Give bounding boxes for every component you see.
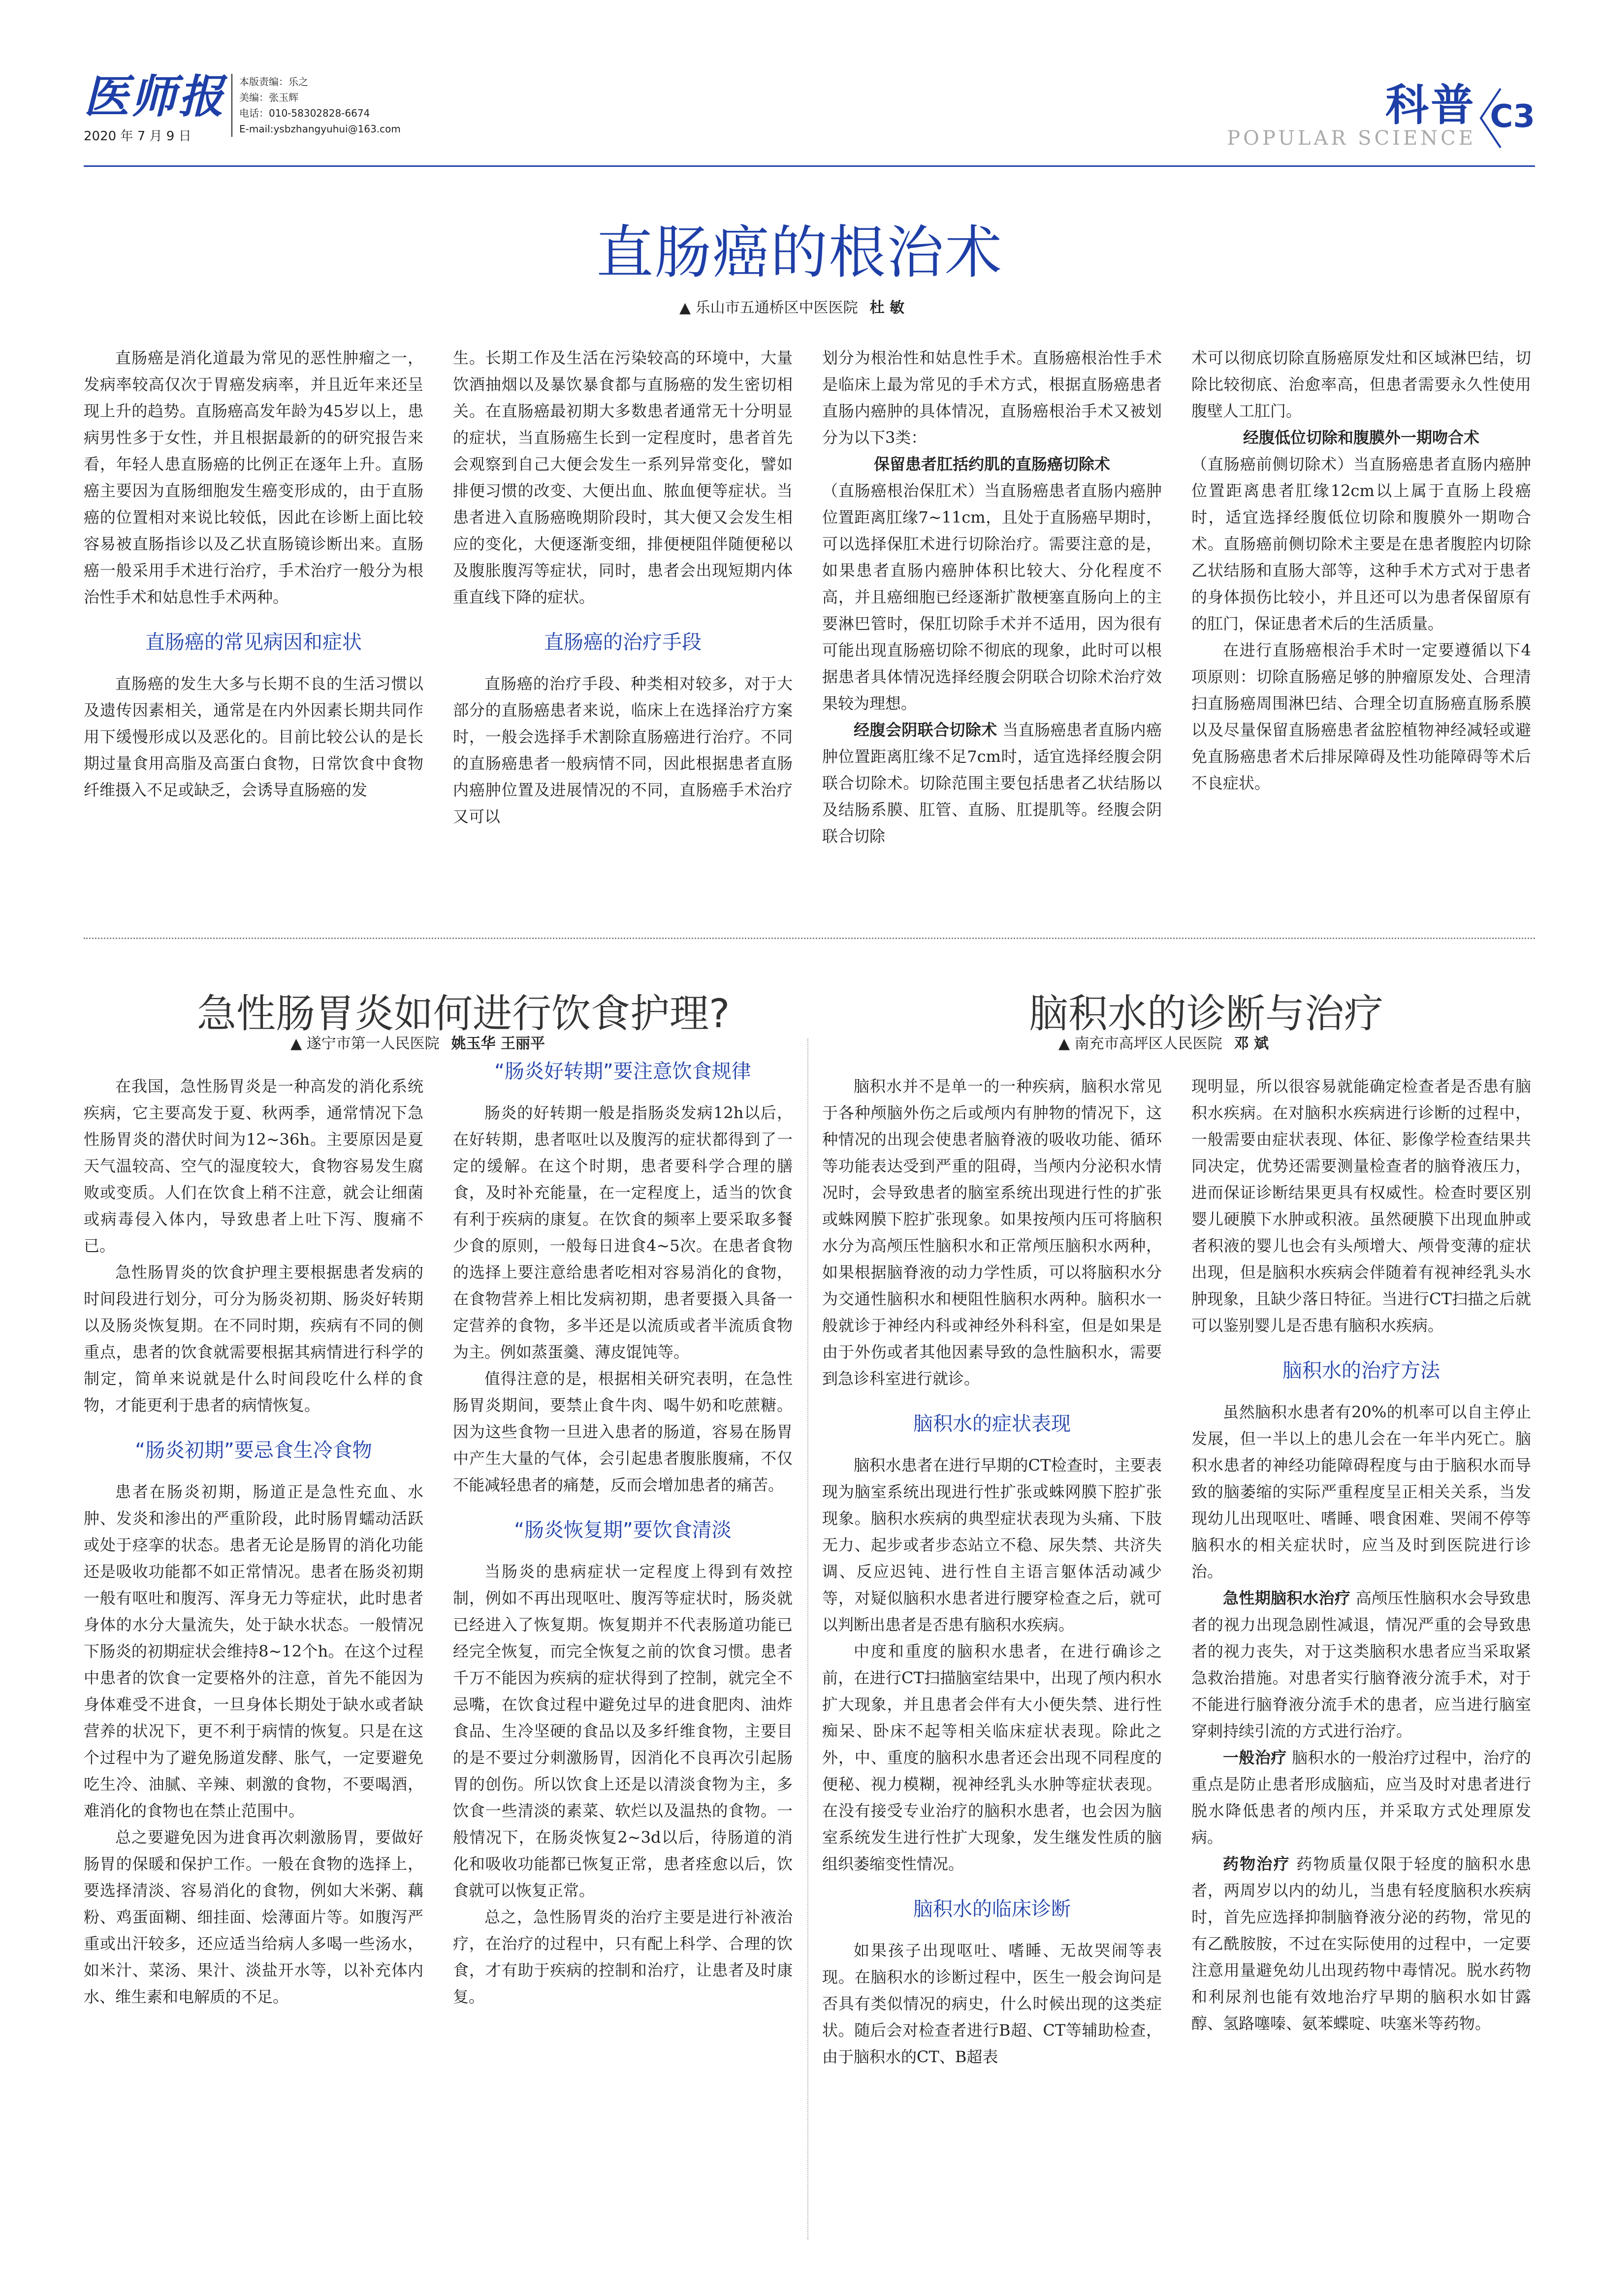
article1-column-3: [822, 345, 1162, 849]
subheading: 保留患者肛括约肌的直肠癌切除术: [873, 455, 1110, 473]
paragraph: 如果孩子出现呕吐、嗜睡、无故哭闹等表现。在脑积水的诊断过程中，医生一般会询问是否具有类似情况的病史，什么时候出现的这类症状。随后会对检查者进行B超、CT等辅助检查，由于脑积水的CT、B超表: [822, 1941, 1162, 2066]
paragraph: 总之要避免因为进食再次刺激肠胃，要做好肠胃的保暖和保护工作。一般在食物的选择上，要选择清淡、容易消化的食物，例如大米粥、藕粉、鸡蛋面糊、细挂面、烩薄面片等。如腹泻严重或出汗较多，还应适当给病人多喝一些汤水，如米汁、菜汤、果汁、淡盐开水等，以补充体内水、维生素和电解质的不足。: [84, 1828, 423, 2006]
paragraph: 当直肠癌患者直肠内癌肿位置距离肛缘不足7cm时，适宜选择经腹会阴联合切除术。切除范围主要包括患者乙状结肠以及结肠系膜、肛管、直肠、肛提肌等。经腹会阴联合切除: [822, 721, 1162, 846]
article2-column-1: [84, 1073, 423, 2010]
paragraph: 直肠癌的发生大多与长期不良的生活习惯以及遗传因素相关，通常是在内外因素长期共同作用下缓慢形成以及恶化的。目前比较公认的是长期过量食用高脂及高蛋白食物，日常饮食中食物纤维摄入不足或缺乏，会诱导直肠癌的发: [84, 674, 423, 799]
article3-column-2: [1191, 1073, 1531, 2037]
lead-term: 急性期脑积水治疗: [1223, 1589, 1351, 1607]
publication-date: 2020 年 7 月 9 日: [84, 129, 192, 144]
designer-line: 美编：张玉辉: [239, 92, 298, 103]
paragraph: 值得注意的是，根据相关研究表明，在急性肠胃炎期间，要禁止食牛肉、喝牛奶和吃蔗糖。因为这些食物一旦进入患者的肠道，容易在肠胃中产生大量的气体，会引起患者腹胀腹痛，不仅不能减轻患者的痛楚，反而会增加患者的痛苦。: [453, 1369, 793, 1494]
byline-author: 杜 敏: [869, 299, 905, 316]
paragraph: 患者在肠炎初期，肠道正是急性充血、水肿、发炎和渗出的严重阶段，此时肠胃蠕动活跃或处于痉挛的状态。患者无论是肠胃的消化功能还是吸收功能都不如正常情况。患者在肠炎初期一般有呕吐和腹泻、浑身无力等症状，此时患者身体的水分大量流失，处于缺水状态。一般情况下肠炎的初期症状会维持8~12个h。在这个过程中患者的饮食一定要格外的注意，首先不能因为身体难受不进食，一旦身体长期处于缺水或者缺营养的状况下，更不利于病情的恢复。只是在这个过程中为了避免肠道发酵、胀气，一定要避免吃生冷、油腻、辛辣、刺激的食物，不要喝酒，难消化的食物也在禁止范围中。: [84, 1482, 423, 1820]
paragraph: 术可以彻底切除直肠癌原发灶和区域淋巴结，切除比较彻底、治愈率高，但患者需要永久性使用腹壁人工肛门。: [1191, 348, 1531, 420]
subheading: 脑积水的临床诊断: [913, 1898, 1071, 1920]
lead-term: 药物治疗: [1223, 1855, 1290, 1873]
paragraph: 高颅压性脑积水会导致患者的视力出现急剧性减退，情况严重的会导致患者的视力丧失，对于这类脑积水患者应当采取紧急救治措施。对患者实行脑脊液分流手术，对于不能进行脑脊液分流手术的患者，应当进行脑室穿刺持续引流的方式进行治疗。: [1191, 1589, 1531, 1740]
paragraph: 脑积水患者在进行早期的CT检查时，主要表现为脑室系统出现进行性扩张或蛛网膜下腔扩张现象。脑积水疾病的典型症状表现为头痛、下肢无力、起步或者步态站立不稳、尿失禁、共济失调、反应迟钝、进行性自主语言躯体活动减少等，对疑似脑积水患者进行腰穿检查之后，就可以判断出患者是否患有脑积水疾病。: [822, 1456, 1162, 1634]
paragraph: 当肠炎的患病症状一定程度上得到有效控制，例如不再出现呕吐、腹泻等症状时，肠炎就已经进入了恢复期。恢复期并不代表肠道功能已经完全恢复，而完全恢复之前的饮食习惯。患者千万不能因为疾病的症状得到了控制，就完全不忌嘴，在饮食过程中避免过早的进食肥肉、油炸食品、生冷坚硬的食品以及多纤维食物，主要目的是不要过分刺激肠胃，因消化不良再次引起肠胃的创伤。所以饮食上还是以清淡食物为主，多饮食一些清淡的素菜、软烂以及温热的食物。一般情况下，在肠炎恢复2~3d以后，待肠道的消化和吸收功能都已恢复正常，患者痊愈以后，饮食就可以恢复正常。: [453, 1562, 793, 1900]
section-brand: [1227, 80, 1476, 150]
paragraph: 生。长期工作及生活在污染较高的环境中，大量饮酒抽烟以及暴饮暴食都与直肠癌的发生密切相关。在直肠癌最初期大多数患者通常无十分明显的症状，当直肠癌生长到一定程度时，患者首先会观察到自己大便会发生一系列异常变化，譬如排便习惯的改变、大便出血、脓血便等症状。当患者进入直肠癌晚期阶段时，其大便又会发生相应的变化，大便逐渐变细，排便梗阻伴随便秘以及腹胀腹泻等症状，同时，患者会出现短期内体重直线下降的症状。: [453, 348, 793, 606]
paragraph: 急性肠胃炎的饮食护理主要根据患者发病的时间段进行划分，可分为肠炎初期、肠炎好转期以及肠炎恢复期。在不同时期，疾病有不同的侧重点，患者的饮食就需要根据其病情进行科学的制定，简单来说就是什么时间段吃什么样的食物，才能更利于患者的病情恢复。: [84, 1263, 423, 1415]
paragraph: 在我国，急性肠胃炎是一种高发的消化系统疾病，它主要高发于夏、秋两季，通常情况下急性肠胃炎的潜伏时间为12~36h。主要原因是夏天气温较高、空气的湿度较大，食物容易发生腐败或变质。人们在饮食上稍不注意，就会让细菌或病毒侵入体内，导致患者上吐下泻、腹痛不已。: [84, 1077, 423, 1255]
paragraph: 虽然脑积水患者有20%的机率可以自主停止发展，但一半以上的患儿会在一年半内死亡。脑积水患者的神经功能障碍程度与由于脑积水而导致的脑萎缩的实际严重程度呈正相关关系，当发现幼儿出现呕吐、嗜睡、喂食困难、哭闹不停等脑积水的相关症状时，应当及时到医院进行诊治。: [1191, 1403, 1531, 1581]
section-divider: [84, 938, 1535, 939]
paragraph: 在进行直肠癌根治手术时一定要遵循以下4项原则：切除直肠癌足够的肿瘤原发处、合理清扫直肠癌周围淋巴结、合理全切直肠癌直肠系膜以及尽量保留直肠癌患者盆腔植物神经减轻或避免直肠癌患者术后排尿障碍及性功能障碍等术后不良症状。: [1191, 641, 1531, 792]
article1-column-4: [1191, 345, 1531, 796]
article3-byline: [1058, 1031, 1269, 1053]
subheading: 脑积水的症状表现: [913, 1413, 1071, 1435]
article2-title: 急性肠胃炎如何进行饮食护理?: [197, 991, 730, 1037]
article1-column-2: [453, 345, 793, 830]
paragraph: 脑积水的一般治疗过程中，治疗的重点是防止患者形成脑疝，应当及时对患者进行脱水降低患者的颅内压，并采取方式处理原发病。: [1191, 1748, 1531, 1847]
lead-term: 一般治疗: [1223, 1748, 1287, 1767]
newspaper-logo: 医师报: [84, 70, 226, 123]
paragraph: 肠炎的好转期一般是指肠炎发病12h以后，在好转期，患者呕吐以及腹泻的症状都得到了一定的缓解。在这个时期，患者要科学合理的膳食，及时补充能量，在一定程度上，适当的饮食有利于疾病的康复。在饮食的频率上要采取多餐少食的原则，一般每日进食4~5次。在患者食物的选择上要注意给患者吃相对容易消化的食物，在食物营养上相比发病初期，患者要摄入具备一定营养的食物，多半还是以流质或者半流质食物为主。例如蒸蛋羹、薄皮馄饨等。: [453, 1103, 793, 1361]
paragraph: 总之，急性肠胃炎的治疗主要是进行补液治疗，在治疗的过程中，只有配上科学、合理的饮食，才有助于疾病的控制和治疗，让患者及时康复。: [453, 1908, 793, 2006]
paragraph: 当直肠癌患者直肠内癌肿位置距离肛缘7~11cm，且处于直肠癌早期时，可以选择保肛术进行切除治疗。需要注意的是，如果患者直肠内癌肿体积比较大、分化程度不高，并且癌细胞已经逐渐扩散梗塞直肠向上的主要淋巴管时，保肛切除手术并不适用，因为很有可能出现直肠癌切除不彻底的现象，此时可以根据患者具体情况选择经腹会阴联合切除术治疗效果较为理想。: [822, 481, 1162, 713]
subheading: “肠炎好转期”要注意饮食规律: [494, 1060, 751, 1083]
subheading: “肠炎初期”要忌食生冷食物: [135, 1439, 372, 1462]
column-rule: [807, 1038, 808, 2239]
header-rule: [84, 165, 1535, 167]
subheading: 经腹低位切除和腹膜外一期吻合术: [1243, 428, 1479, 447]
editor-line: 本版责编：乐之: [239, 76, 308, 88]
article1-column-1: [84, 345, 423, 803]
paragraph: 直肠癌的治疗手段、种类相对较多，对于大部分的直肠癌患者来说，临床上在选择治疗方案时，一般会选择手术割除直肠癌进行治疗。不同的直肠癌患者一般病情不同，因此根据患者直肠内癌肿位置及进展情况的不同，直肠癌手术治疗又可以: [453, 674, 793, 826]
byline-author: 邓 斌: [1234, 1035, 1269, 1052]
paragraph: 脑积水并不是单一的一种疾病，脑积水常见于各种颅脑外伤之后或颅内有肿物的情况下，这种情况的出现会使患者脑脊液的吸收功能、循环等功能表达受到严重的阻碍，当颅内分泌积水情况时，会导致患者的脑室系统出现进行性的扩张或蛛网膜下腔扩张现象。如果按颅内压可将脑积水分为高颅压性脑积水和正常颅压脑积水两种，如果根据脑脊液的动力学性质，可以将脑积水分为交通性脑积水和梗阻性脑积水两种。脑积水一般就诊于神经内科或神经外科科室，但是如果是由于外伤或者其他因素导致的急性脑积水，需要到急诊科室进行就诊。: [822, 1077, 1162, 1388]
section-subtitle: POPULAR SCIENCE: [1227, 127, 1476, 150]
paragraph: 直肠癌是消化道最为常见的恶性肿瘤之一，发病率较高仅次于胃癌发病率，并且近年来还呈现上升的趋势。直肠癌高发年龄为45岁以上，患病男性多于女性，并且根据最新的的研究报告来看，年轻人患直肠癌的比例正在逐年上升。直肠癌主要因为直肠细胞发生癌变形成的，由于直肠癌的位置相对来说比较低，因此在诊断上面比较容易被直肠指诊以及乙状直肠镜诊断出来。直肠癌一般采用手术进行治疗，手术治疗一般分为根治性手术和姑息性手术两种。: [84, 348, 423, 606]
article1-title: 直肠癌的根治术: [596, 220, 1003, 286]
section-title: 科普: [1385, 80, 1476, 130]
phone-line: 电话：010-58302828-6674: [239, 107, 370, 119]
page-code: C3: [1490, 98, 1535, 135]
paragraph: 划分为根治性和姑息性手术。直肠癌根治性手术是临床上最为常见的手术方式，根据直肠癌患者直肠内癌肿的具体情况，直肠癌根治手术又被划分为以下3类：: [822, 348, 1162, 447]
subheading: 直肠癌的常见病因和症状: [145, 631, 362, 654]
byline-author: 姚玉华 王丽平: [451, 1035, 545, 1052]
subheading: 脑积水的治疗方法: [1282, 1359, 1440, 1382]
email-line: E-mail:ysbzhangyuhui@163.com: [239, 123, 401, 135]
paragraph: 当直肠癌患者直肠内癌肿位置距离患者肛缘12cm以上属于直肠上段癌时，适宜选择经腹低位切除和腹膜外一期吻合术。直肠癌前侧切除术主要是在患者腹腔内切除乙状结肠和直肠大部等，这种手术方式对于患者的身体损伤比较小，并且还可以为患者保留原有的肛门，保证患者术后的生活质量。: [1191, 455, 1531, 633]
editorial-info: [231, 74, 401, 137]
byline-org: ▲ 乐山市五通桥区中医医院: [679, 299, 858, 316]
subheading-note: （直肠癌根治保肛术）: [822, 481, 984, 500]
subheading: 直肠癌的治疗手段: [544, 631, 702, 654]
subheading-note: （直肠癌前侧切除术）: [1191, 455, 1353, 473]
paragraph: 中度和重度的脑积水患者，在进行确诊之前，在进行CT扫描脑室结果中，出现了颅内积水扩大现象，并且患者会伴有大小便失禁、进行性痴呆、卧床不起等相关临床症状表现。除此之外，中、重度的脑积水患者还会出现不同程度的便秘、视力模糊，视神经乳头水肿等症状表现。在没有接受专业治疗的脑积水患者，也会因为脑室系统发生进行性扩大现象，发生继发性质的脑组织萎缩变性情况。: [822, 1642, 1162, 1873]
masthead: [84, 70, 231, 144]
paragraph: 现明显，所以很容易就能确定检查者是否患有脑积水疾病。在对脑积水疾病进行诊断的过程中，一般需要由症状表现、体征、影像学检查结果共同决定，优势还需要测量检查者的脑脊液压力，进而保证诊断结果更具有权威性。检查时要区别婴儿硬膜下水肿或积液。虽然硬膜下出现血肿或者积液的婴儿也会有头颅增大、颅骨变薄的症状出现，但是脑积水疾病会伴随着有视神经乳头水肿现象，且缺少落日特征。当进行CT扫描之后就可以鉴别婴儿是否患有脑积水疾病。: [1191, 1077, 1531, 1335]
paragraph: 药物质量仅限于轻度的脑积水患者，两周岁以内的幼儿，当患有轻度脑积水疾病时，首先应选择抑制脑脊液分泌的药物，常见的有乙酰胺胺，不过在实际使用的过程中，一定要注意用量避免幼儿出现药物中毒情况。脱水药物和利尿剂也能有效地治疗早期的脑积水如甘露醇、氢路噻嗪、氨苯蝶啶、呋塞米等药物。: [1191, 1855, 1531, 2033]
article1-byline: [679, 295, 904, 317]
subheading: “肠炎恢复期”要饮食清淡: [514, 1519, 732, 1541]
byline-org: ▲ 遂宁市第一人民医院: [290, 1035, 440, 1052]
article3-column-1: [822, 1073, 1162, 2070]
article2-column-2: [453, 1058, 793, 2010]
article3-title: 脑积水的诊断与治疗: [1029, 991, 1383, 1037]
lead-term: 经腹会阴联合切除术: [854, 721, 997, 739]
article2-byline: [290, 1031, 545, 1053]
byline-org: ▲ 南充市高坪区人民医院: [1058, 1035, 1222, 1052]
